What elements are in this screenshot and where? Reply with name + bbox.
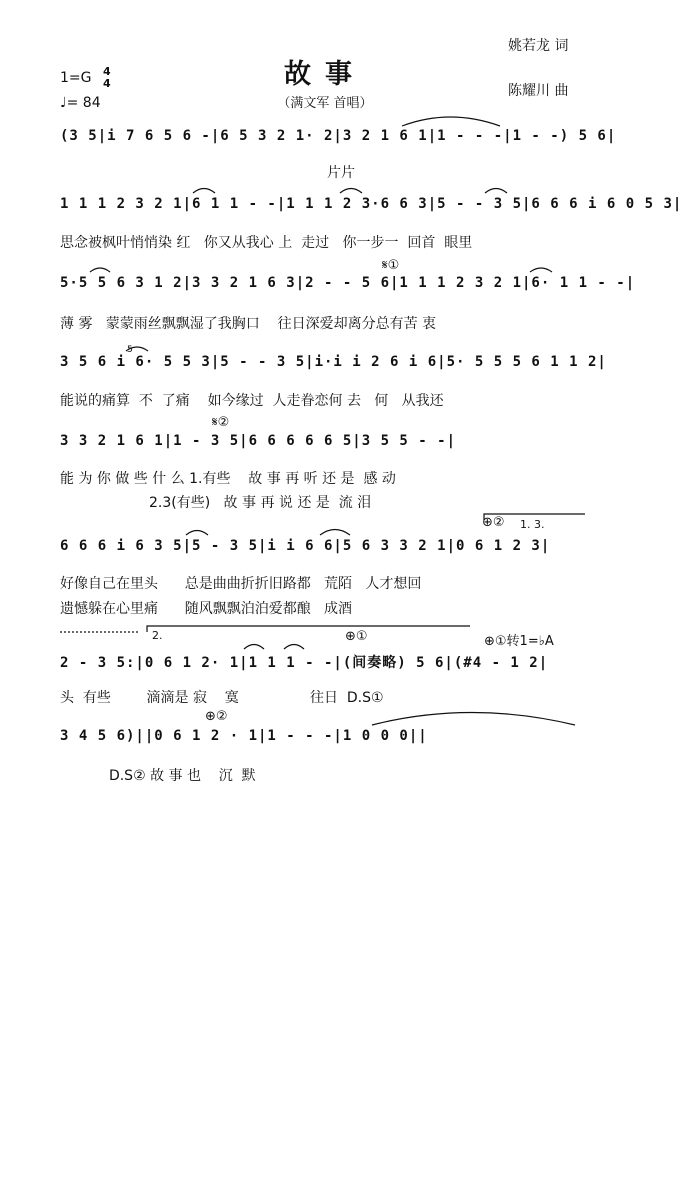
notation-line: 2 - 3 5:|0 6 1 2· 1|1 1 1 - -|(间奏略) 5 6|(#4 - 1 2|: [60, 655, 549, 671]
composer-credit: 陈耀川 曲: [508, 83, 569, 99]
notation-line: 3 4 5 6)||0 6 1 2 · 1|1 - - -|1 0 0 0||: [60, 728, 428, 744]
coda-2-mark: ⊕②: [205, 709, 228, 724]
lyric-line: 能说的痛算 不 了痛 如今缘过 人走眷恋何 去 何 从我还: [60, 393, 444, 409]
lyric-line: 遗憾躲在心里痛 随风飘飘泊泊爱都酿 成酒: [60, 601, 353, 617]
lyric-line: 薄 雾 蒙蒙雨丝飘飘湿了我胸口 往日深爱却离分总有苦 衷: [60, 316, 437, 332]
lyric-line: 2.3(有些) 故 事 再 说 还 是 流 泪: [60, 495, 372, 511]
notation-line: 3 3 2 1 6 1|1 - 3 5|6 6 6 6 6 5|3 5 5 - -|: [60, 433, 457, 449]
segno-2-mark: 𝄋②: [212, 415, 230, 430]
notation-line: 3 5 6 i 6· 5 5 3|5 - - 3 5|i·i i 2 6 i 6|5· 5 5 5 6 1 1 2|: [60, 354, 607, 370]
coda-2-mark: ⊕②: [482, 515, 505, 530]
lyric-line: 头 有些 滴滴是 寂 寞 往日 D.S①: [60, 690, 384, 706]
lyric-line: 片片: [60, 165, 356, 181]
volta-2-label: 2.: [152, 629, 163, 642]
notation-line: 6 6 6 i 6 3 5|5 - 3 5|i i 6 6|5 6 3 3 2 1|0 6 1 2 3|: [60, 538, 551, 554]
volta-1-3-label: 1. 3.: [520, 518, 545, 531]
time-signature: [103, 66, 111, 90]
segno-1-mark: 𝄋①: [382, 258, 400, 273]
lyric-line: 能 为 你 做 些 什 么 1.有些 故 事 再 听 还 是 感 动: [60, 471, 396, 487]
lyric-line: D.S② 故 事 也 沉 默: [60, 768, 256, 784]
notation-line: (3 5|i 7 6 5 6 -|6 5 3 2 1· 2|3 2 1 6 1|1 - - -|1 - -) 5 6|: [60, 128, 617, 144]
tempo-marking: ♩= 84: [60, 95, 101, 111]
notation-line: 1 1 1 2 3 2 1|6 1 1 - -|1 1 1 2 3·6 6 3|5 - - 3 5|6 6 6 i 6 0 5 3|: [60, 196, 682, 212]
song-title: 故事: [284, 59, 366, 90]
key-signature: 1=G: [60, 70, 92, 86]
notation-line: 5·5 5 6 3 1 2|3 3 2 1 6 3|2 - - 5 6|1 1 1 2 3 2 1|6· 1 1 - -|: [60, 275, 636, 291]
modulation-mark: ⊕①转1=♭A: [484, 634, 554, 649]
lyric-line: 好像自己在里头 总是曲曲折折旧路都 荒陌 人才想回: [60, 576, 422, 592]
time-signature-top: 4: [103, 65, 111, 78]
lyricist-credit: 姚若龙 词: [508, 38, 569, 54]
lyric-line: 思念被枫叶悄悄染 红 你又从我心 上 走过 你一步一 回首 眼里: [60, 235, 473, 251]
song-subtitle: （满文军 首唱）: [277, 96, 373, 111]
coda-1-mark: ⊕①: [345, 629, 368, 644]
time-signature-bottom: 4: [103, 77, 111, 90]
grace-note: 5: [127, 345, 133, 355]
